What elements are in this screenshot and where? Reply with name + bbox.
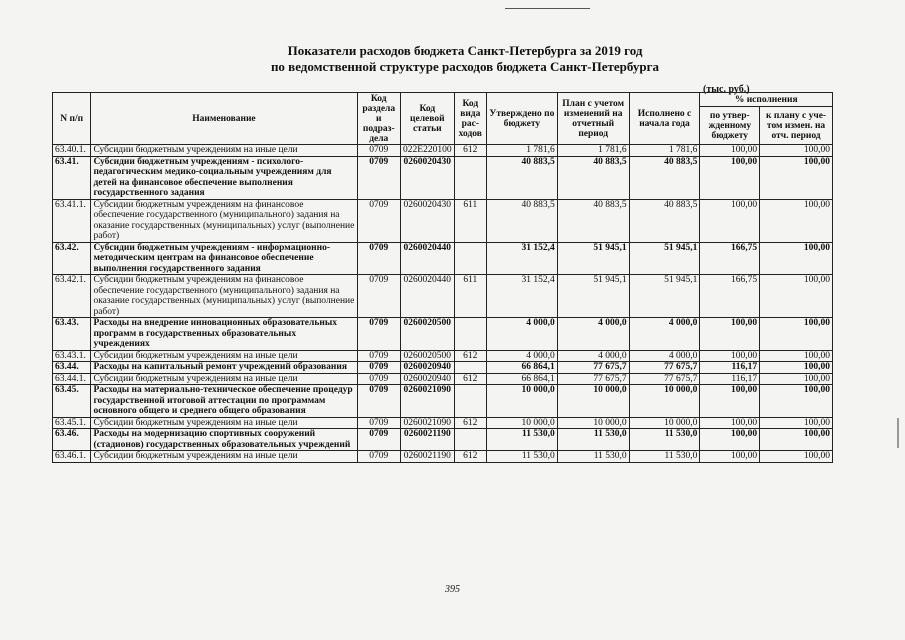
row-plan: 10 000,0 <box>557 417 629 429</box>
header-target: Код целевой статьи <box>401 93 455 145</box>
row-name: Субсидии бюджетным учреждениям на иные цели <box>91 350 357 362</box>
row-type <box>454 362 486 374</box>
row-executed: 77 675,7 <box>629 362 700 374</box>
row-approved: 40 883,5 <box>486 156 557 199</box>
header-pct-approved: по утвер-жденному бюджету <box>700 107 760 145</box>
row-section: 0709 <box>357 318 401 351</box>
table-row <box>53 156 833 199</box>
row-executed: 51 945,1 <box>629 242 700 275</box>
document-subtitle: по ведомственной структуре расходов бюджета Санкт-Петербурга <box>270 59 660 74</box>
row-approved: 4 000,0 <box>486 318 557 351</box>
row-pct-approved: 100,00 <box>700 417 760 429</box>
row-name: Субсидии бюджетным учреждениям на иные цели <box>91 145 357 157</box>
row-number: 63.44. <box>53 362 91 374</box>
row-name: Расходы на материально-техническое обеспечение процедур государственной итоговой аттестации по программам основного общего и среднего общего образования <box>91 385 357 418</box>
row-target: 0260020440 <box>401 275 455 318</box>
row-pct-approved: 116,17 <box>700 373 760 385</box>
row-target: 0260021190 <box>401 451 455 463</box>
table-row <box>53 417 833 429</box>
table-row <box>53 350 833 362</box>
row-executed: 11 530,0 <box>629 451 700 463</box>
row-approved: 40 883,5 <box>486 199 557 242</box>
row-pct-approved: 166,75 <box>700 242 760 275</box>
row-plan: 4 000,0 <box>557 318 629 351</box>
row-pct-plan: 100,00 <box>760 275 833 318</box>
row-pct-approved: 100,00 <box>700 429 760 451</box>
expenses-table <box>52 92 833 463</box>
row-plan: 77 675,7 <box>557 362 629 374</box>
table-row <box>53 242 833 275</box>
row-executed: 51 945,1 <box>629 275 700 318</box>
row-plan: 40 883,5 <box>557 156 629 199</box>
row-section: 0709 <box>357 350 401 362</box>
row-section: 0709 <box>357 145 401 157</box>
row-type: 612 <box>454 417 486 429</box>
table-row <box>53 385 833 418</box>
header-pct-plan: к плану с уче-том измен. на отч. период <box>760 107 833 145</box>
header-plan: План с учетом изменений на отчетный период <box>557 93 629 145</box>
row-target: 0260021190 <box>401 429 455 451</box>
row-executed: 40 883,5 <box>629 156 700 199</box>
row-pct-approved: 100,00 <box>700 451 760 463</box>
row-name: Расходы на модернизацию спортивных сооружений (стадионов) государственных образовательных учреждений <box>91 429 357 451</box>
table-row <box>53 362 833 374</box>
row-pct-plan: 100,00 <box>760 318 833 351</box>
row-executed: 4 000,0 <box>629 318 700 351</box>
row-target: 0260020500 <box>401 350 455 362</box>
row-pct-approved: 100,00 <box>700 156 760 199</box>
row-pct-plan: 100,00 <box>760 385 833 418</box>
row-target: 0260020940 <box>401 373 455 385</box>
row-name: Расходы на капитальный ремонт учреждений образования <box>91 362 357 374</box>
row-name: Субсидии бюджетным учреждениям на иные цели <box>91 451 357 463</box>
row-name: Субсидии бюджетным учреждениям на иные цели <box>91 373 357 385</box>
row-number: 63.45. <box>53 385 91 418</box>
row-number: 63.46.1. <box>53 451 91 463</box>
row-executed: 11 530,0 <box>629 429 700 451</box>
table-row <box>53 145 833 157</box>
top-rule <box>505 8 590 9</box>
row-type <box>454 242 486 275</box>
row-section: 0709 <box>357 242 401 275</box>
table-row <box>53 275 833 318</box>
row-section: 0709 <box>357 385 401 418</box>
row-name: Субсидии бюджетным учреждениям на финансовое обеспечение государственного (муниципального) задания на оказание государственных (муниципальных) услуг (выполнение работ) <box>91 199 357 242</box>
row-approved: 11 530,0 <box>486 451 557 463</box>
row-number: 63.43. <box>53 318 91 351</box>
row-target: 0260020430 <box>401 199 455 242</box>
row-pct-plan: 100,00 <box>760 145 833 157</box>
row-type <box>454 385 486 418</box>
units-label: (тыс. руб.) <box>703 84 750 95</box>
row-pct-approved: 100,00 <box>700 318 760 351</box>
row-plan: 40 883,5 <box>557 199 629 242</box>
row-executed: 1 781,6 <box>629 145 700 157</box>
row-name: Субсидии бюджетным учреждениям - информационно-методическим центрам на финансовое обеспечение выполнения государственного задания <box>91 242 357 275</box>
table-row <box>53 318 833 351</box>
row-section: 0709 <box>357 429 401 451</box>
row-number: 63.43.1. <box>53 350 91 362</box>
header-name: Наименование <box>91 93 357 145</box>
row-type <box>454 156 486 199</box>
row-plan: 11 530,0 <box>557 429 629 451</box>
row-executed: 40 883,5 <box>629 199 700 242</box>
row-target: 0260020500 <box>401 318 455 351</box>
row-approved: 66 864,1 <box>486 373 557 385</box>
row-pct-approved: 100,00 <box>700 385 760 418</box>
row-pct-plan: 100,00 <box>760 373 833 385</box>
row-type: 612 <box>454 373 486 385</box>
page-number: 395 <box>445 584 460 595</box>
row-section: 0709 <box>357 417 401 429</box>
row-type <box>454 429 486 451</box>
row-section: 0709 <box>357 199 401 242</box>
row-pct-plan: 100,00 <box>760 350 833 362</box>
table-body <box>53 145 833 463</box>
row-approved: 31 152,4 <box>486 242 557 275</box>
row-pct-plan: 100,00 <box>760 429 833 451</box>
document-title: Показатели расходов бюджета Санкт-Петербурга за 2019 год <box>287 43 643 58</box>
row-name: Субсидии бюджетным учреждениям - психолого-педагогическим медико-социальным учреждениям для детей на финансовое обеспечение выполнения государственного задания <box>91 156 357 199</box>
row-section: 0709 <box>357 156 401 199</box>
row-pct-plan: 100,00 <box>760 242 833 275</box>
row-target: 0260021090 <box>401 385 455 418</box>
row-approved: 4 000,0 <box>486 350 557 362</box>
row-plan: 51 945,1 <box>557 275 629 318</box>
row-type: 612 <box>454 145 486 157</box>
header-pct-group: % исполнения <box>700 93 833 107</box>
row-section: 0709 <box>357 451 401 463</box>
table-row <box>53 199 833 242</box>
row-plan: 51 945,1 <box>557 242 629 275</box>
header-executed: Исполнено с начала года <box>629 93 700 145</box>
row-target: 022Е220100 <box>401 145 455 157</box>
row-approved: 10 000,0 <box>486 385 557 418</box>
row-executed: 10 000,0 <box>629 417 700 429</box>
row-number: 63.41.1. <box>53 199 91 242</box>
row-plan: 1 781,6 <box>557 145 629 157</box>
header-section: Код раздела и подраз-дела <box>357 93 401 145</box>
row-target: 0260021090 <box>401 417 455 429</box>
row-pct-plan: 100,00 <box>760 156 833 199</box>
row-number: 63.41. <box>53 156 91 199</box>
row-executed: 4 000,0 <box>629 350 700 362</box>
row-pct-plan: 100,00 <box>760 417 833 429</box>
row-pct-approved: 100,00 <box>700 199 760 242</box>
table-row <box>53 429 833 451</box>
row-pct-approved: 100,00 <box>700 350 760 362</box>
row-pct-plan: 100,00 <box>760 362 833 374</box>
row-section: 0709 <box>357 373 401 385</box>
row-plan: 10 000,0 <box>557 385 629 418</box>
row-plan: 4 000,0 <box>557 350 629 362</box>
row-number: 63.45.1. <box>53 417 91 429</box>
row-target: 0260020430 <box>401 156 455 199</box>
row-section: 0709 <box>357 275 401 318</box>
row-pct-approved: 100,00 <box>700 145 760 157</box>
row-name: Расходы на внедрение инновационных образовательных программ в государственных образовательных учреждениях <box>91 318 357 351</box>
row-type <box>454 318 486 351</box>
scan-edge-mark <box>897 418 899 448</box>
header-approved: Утверждено по бюджету <box>486 93 557 145</box>
row-name: Субсидии бюджетным учреждениям на иные цели <box>91 417 357 429</box>
row-number: 63.46. <box>53 429 91 451</box>
row-type: 612 <box>454 451 486 463</box>
row-approved: 11 530,0 <box>486 429 557 451</box>
row-pct-approved: 116,17 <box>700 362 760 374</box>
row-executed: 10 000,0 <box>629 385 700 418</box>
row-type: 611 <box>454 199 486 242</box>
row-name: Субсидии бюджетным учреждениям на финансовое обеспечение государственного (муниципального) задания на оказание государственных (муниципальных) услуг (выполнение работ) <box>91 275 357 318</box>
table-row <box>53 451 833 463</box>
row-approved: 1 781,6 <box>486 145 557 157</box>
header-num: N п/п <box>53 93 91 145</box>
row-approved: 10 000,0 <box>486 417 557 429</box>
row-pct-approved: 166,75 <box>700 275 760 318</box>
row-type: 611 <box>454 275 486 318</box>
row-approved: 31 152,4 <box>486 275 557 318</box>
row-type: 612 <box>454 350 486 362</box>
row-number: 63.42. <box>53 242 91 275</box>
row-executed: 77 675,7 <box>629 373 700 385</box>
row-target: 0260020940 <box>401 362 455 374</box>
table-row <box>53 373 833 385</box>
row-number: 63.44.1. <box>53 373 91 385</box>
row-number: 63.42.1. <box>53 275 91 318</box>
row-pct-plan: 100,00 <box>760 199 833 242</box>
row-approved: 66 864,1 <box>486 362 557 374</box>
header-type: Код вида рас-ходов <box>454 93 486 145</box>
row-number: 63.40.1. <box>53 145 91 157</box>
row-plan: 77 675,7 <box>557 373 629 385</box>
row-target: 0260020440 <box>401 242 455 275</box>
row-section: 0709 <box>357 362 401 374</box>
row-pct-plan: 100,00 <box>760 451 833 463</box>
row-plan: 11 530,0 <box>557 451 629 463</box>
